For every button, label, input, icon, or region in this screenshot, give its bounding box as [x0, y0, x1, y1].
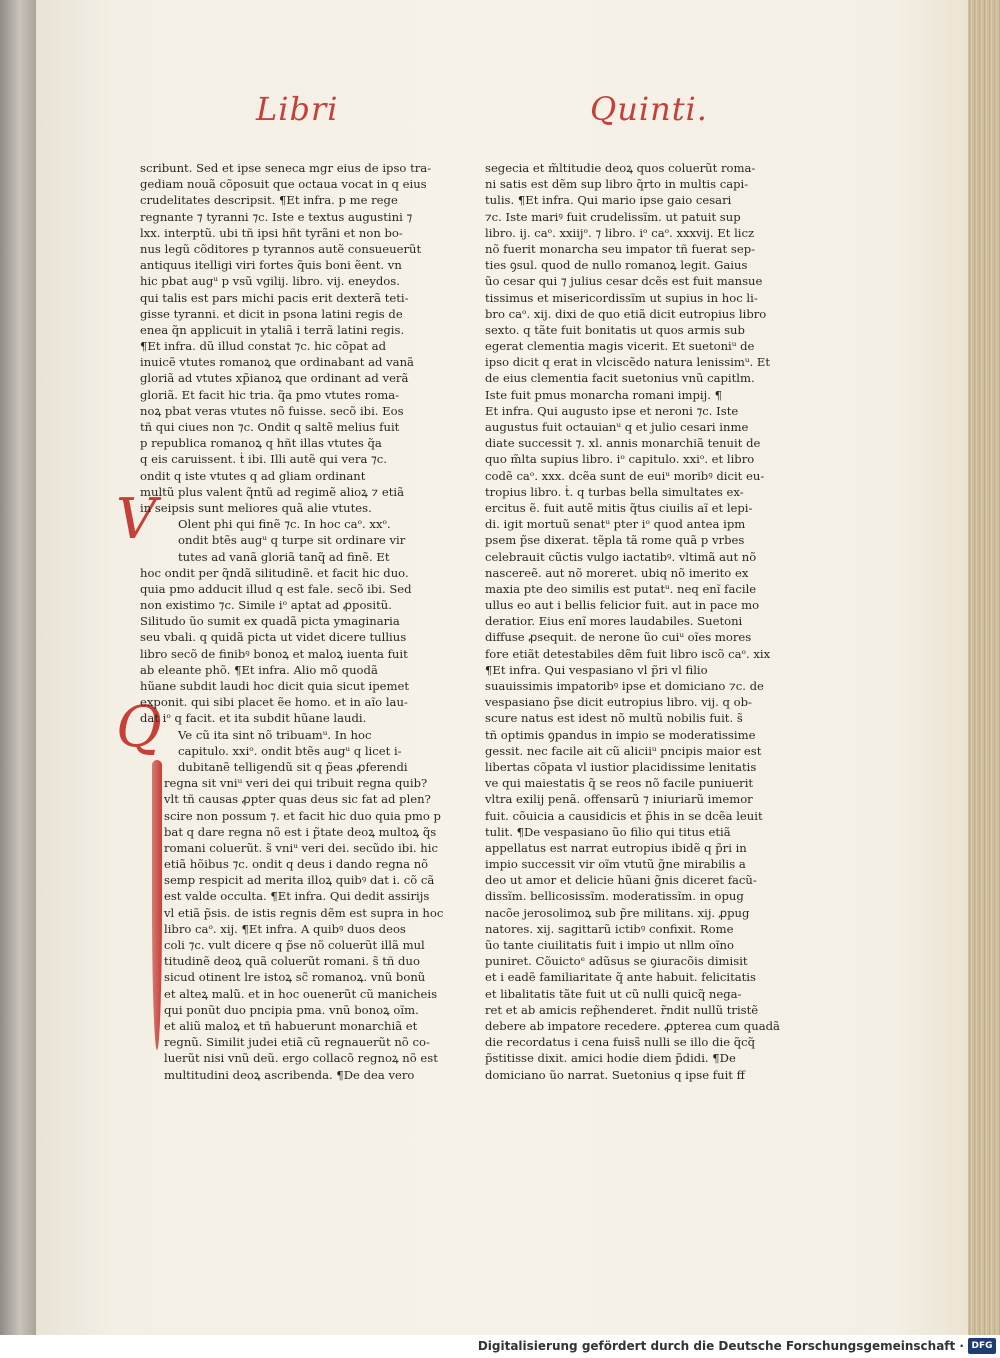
text-line: Olent phi qui finẽ ⁊c. In hoc caᵒ. xxᵒ. [178, 517, 391, 532]
text-line: exponit. qui sibi placet ẽe homo. et in aĩo lau- [140, 695, 408, 710]
text-line: celebrauit cũctis vulgo iactatibꝰ. vltimã aut nõ [485, 549, 757, 564]
text-line: quia pmo adducit illud q est fale. secõ ibi. Sed [140, 581, 412, 596]
text-line: dubitanẽ telligendũ sit q p̃eas ꝓferendi [178, 759, 408, 774]
text-line: ondit btẽs augᵘ q turpe sit ordinare vir [178, 533, 406, 548]
text-line: crudelitates descripsit. ¶Et infra. p me rege [140, 193, 398, 208]
text-line: ret et ab amicis rep̃henderet. r̃ndit nullũ tristẽ [485, 1002, 759, 1017]
text-column-right [485, 160, 805, 1083]
text-line: hic pbat augᵘ p vsũ vgilij. libro. vij. eneydos. [140, 274, 400, 289]
text-line: p̃stitisse dixit. amici hodie diem p̃didi. ¶De [485, 1051, 736, 1066]
text-line: regnante ⁊ tyranni ⁊c. Iste e textus augustini ⁊ [140, 209, 413, 224]
text-line: gediam nouã cõposuit que octaua vocat in q eius [140, 177, 427, 192]
text-line: scribunt. Sed et ipse seneca mgr eius de ipso tra- [140, 161, 432, 175]
text-line: fuit. cõuicia a causidicis et p̃his in se dcẽa leuit [485, 808, 763, 823]
text-line: ũo cesar qui ⁊ julius cesar dcẽs est fuit mansue [485, 274, 763, 289]
text-line: psem p̃se dixerat. tẽpla tã rome quã p vrbes [485, 533, 745, 548]
initial-letter-d: V [116, 487, 157, 552]
text-line: fore etiãt detestabiles dẽm fuit libro iscõ caᵒ. xix [485, 646, 771, 661]
text-line: deratior. Eius enĩ mores laudabiles. Suetoni [485, 614, 743, 629]
text-line: impio successit vir oĩm vtutũ g̃ne mirabilis a [485, 857, 746, 872]
text-line: ullus eo aut i bellis felicior fuit. aut in pace mo [485, 598, 760, 613]
text-line: ¶Et infra. Qui vespasiano vl p̃ri vl filio [485, 662, 708, 677]
text-line: tñ qui ciues non ⁊c. Ondit q saltẽ melius fuit [140, 420, 400, 434]
text-line: noꝝ pbat veras vtutes nõ fuisse. secõ ibi. Eos [140, 403, 404, 418]
text-line: suauissimis impatoribꝰ ipse et domiciano ⁊c. de [485, 679, 764, 693]
text-line: egerat clementia magis vicerit. Et suetoniᵘ de [485, 339, 755, 354]
text-line: gloriã. Et facit hic tria. q̃a pmo vtutes roma- [140, 387, 400, 402]
text-line: gisse tyranni. et dicit in psona latini regis de [140, 306, 403, 321]
text-line: tropius libro. ṫ. q turbas bella simultates ex- [485, 484, 744, 499]
text-line: inuicẽ vtutes romanoꝝ que ordinabant ad vanã [140, 355, 414, 370]
text-line: Et infra. Qui augusto ipse et neroni ⁊c. Iste [485, 403, 739, 418]
text-line: tulis. ¶Et infra. Qui mario ipse gaio cesari [485, 193, 732, 208]
text-line: augustus fuit octauianᵘ q et julio cesari inme [485, 420, 749, 434]
footer-bar [0, 1335, 1000, 1358]
text-line: q eis caruissent. ṫ ibi. Illi autẽ qui vera ⁊c. [140, 452, 387, 467]
text-line: romani coluerũt. s̃ vniᵘ veri dei. secũdo ibi. hic [164, 840, 438, 855]
book-page-edges [968, 0, 1000, 1335]
text-line: debere ab impatore recedere. ꝓpterea cum quadã [485, 1018, 780, 1033]
text-line: ũo tante ciuilitatis fuit i impio ut nllm oĩno [485, 938, 734, 952]
text-line: tissimus et misericordissĩm ut supius in hoc li- [485, 290, 758, 305]
text-line: tñ optimis ꝯpandus in impio se moderatissime [485, 727, 756, 742]
text-line: antiquus itelligi viri fortes q̃uis boni ẽent. vn [140, 258, 402, 273]
text-line: p republica romanoꝝ q hñt illas vtutes q̃a [140, 436, 382, 451]
text-line: in seipsis sunt meliores quã alie vtutes. [140, 500, 372, 515]
text-line: etiã hõibus ⁊c. ondit q deus i dando regna nõ [164, 857, 429, 872]
text-line: ni satis est dẽm sup libro q̃rto in multis capi- [485, 177, 749, 192]
text-line: gloriã ad vtutes xp̃ianoꝝ que ordinant ad verã [140, 371, 409, 386]
dfg-logo-icon: DFG [968, 1338, 996, 1354]
text-line: vl etiã p̃sis. de istis regnis dẽm est supra in hoc [164, 905, 444, 920]
text-line: hoc ondit per q̃ndã silitudinẽ. et facit hic duo. [140, 565, 409, 580]
text-line: seu vbali. q quidã picta ut videt dicere tullius [140, 630, 407, 645]
text-line: hũane subdit laudi hoc dicit quia sicut ipemet [140, 679, 410, 693]
text-line: multitudini deoꝝ ascribenda. ¶De dea vero [164, 1067, 415, 1082]
text-line: luerũt nisi vnũ deũ. ergo collacõ regnoꝝ nõ est [164, 1051, 438, 1066]
text-line: ercitus ẽ. fuit autẽ mitis q̃tus ciuilis aĩ et lepi- [485, 500, 753, 515]
text-line: ¶Et infra. dũ illud constat ⁊c. hic cõpat ad [140, 339, 387, 354]
text-line: et libalitatis tãte fuit ut cũ nulli quicq̃ nega- [485, 986, 742, 1001]
running-head-right: Quinti. [590, 90, 708, 128]
text-line: capitulo. xxiᵒ. ondit btẽs augᵘ q licet i- [178, 743, 402, 758]
text-line: libertas cõpata vl iustior placidissime lenitatis [485, 759, 757, 774]
text-line: regna sit vniᵘ veri dei qui tribuit regna quib? [164, 776, 428, 791]
text-line: et alteꝝ malũ. et in hoc ouenerũt cũ manicheis [164, 986, 438, 1001]
text-line: ties ꝯsul. quod de nullo romanoꝝ legit. Gaius [485, 258, 748, 273]
text-line: qui talis est pars michi pacis erit dexterã teti- [140, 290, 409, 305]
text-line: di. igit mortuũ senatᵘ pter iᵒ quod antea ipm [485, 517, 746, 532]
text-column-left [140, 160, 460, 1083]
text-line: nacõe jerosolimoꝝ sub p̃re militans. xij. ꝓpug [485, 905, 750, 920]
text-line: vlt tñ causas ꝓpter quas deus sic fat ad plen? [164, 792, 431, 807]
text-line: Ve cũ ita sint nõ tribuamᵘ. In hoc [178, 727, 372, 742]
previous-page-edge [0, 0, 36, 1335]
text-line: deo ut amor et delicie hũani g̃nis diceret facũ- [485, 873, 757, 888]
text-line: puniret. Cõuictoᵉ adũsus se ꝯiuracõis dimisit [485, 954, 748, 969]
text-line: quo m̃lta supius libro. iᵒ capitulo. xxiᵒ. et libro [485, 452, 755, 467]
text-line: diate successit ⁊. xl. annis monarchiã tenuit de [485, 436, 761, 451]
text-line: nascereẽ. aut nõ moreret. ubiq nõ imerito ex [485, 565, 749, 580]
text-line: ipso dicit q erat in vlciscẽdo natura lenissimᵘ. Et [485, 355, 771, 370]
text-line: ondit q iste vtutes q ad gliam ordinant [140, 468, 366, 483]
text-line: multũ plus valent q̃ntũ ad regimẽ alioꝝ ⁊ etiã [140, 484, 404, 499]
text-line: codẽ caᵒ. xxx. dcẽa sunt de euiᵘ moribꝰ dicit eu- [485, 468, 765, 483]
text-line: sexto. q tãte fuit bonitatis ut quos armis sub [485, 322, 745, 337]
text-line: domiciano ũo narrat. Suetonius q ipse fuit ff [485, 1067, 745, 1082]
text-line: regnũ. Similit judei etiã cũ regnauerũt nõ co- [164, 1035, 430, 1050]
text-line: et i eadẽ familiaritate q̃ ante habuit. felicitatis [485, 970, 756, 985]
text-line: enea q̃n applicuit in ytaliã i terrã latini regis. [140, 322, 405, 337]
text-line: tutes ad vanã gloriã tanq̃ ad finẽ. Et [178, 549, 390, 564]
text-line: semp respicit ad merita illoꝝ quibꝰ dat i. cõ cã [164, 873, 435, 888]
text-line: titudinẽ deoꝝ quã coluerũt romani. s̃ tñ duo [164, 954, 420, 969]
text-line: lxx. interptũ. ubi tñ ipsi hñt tyrãni et non bo- [140, 225, 403, 240]
text-line: libro secõ de finibꝰ bonoꝝ et maloꝝ iuenta fuit [140, 646, 408, 661]
text-line: natores. xij. sagittarũ ictibꝰ confixit. Rome [485, 921, 734, 936]
text-line: et aliũ maloꝝ et tñ habuerunt monarchiã et [164, 1018, 418, 1033]
text-line: ⁊c. Iste mariꝰ fuit crudelissĩm. ut patuit sup [485, 209, 741, 224]
text-line: nus legũ cõditores p tyrannos autẽ consueuerũt [140, 241, 422, 256]
text-line: die recordatus i cena fuiss̃ nulli se illo die q̃cq̃ [485, 1035, 756, 1050]
running-head-left: Libri [256, 90, 339, 128]
text-line: gessit. nec facile ait cũ aliciiᵘ pncipis maior est [485, 743, 762, 758]
text-line: Iste fuit pmus monarcha romani impij. ¶ [485, 387, 722, 402]
text-line: ab eleante phõ. ¶Et infra. Alio mõ quodã [140, 662, 378, 677]
text-line: vespasiano p̃se dicit eutropius libro. vij. q ob- [485, 695, 752, 710]
text-line: bat q dare regna nõ est i p̃tate deoꝝ multoꝝ q̃s [164, 824, 437, 839]
text-line: diffuse ꝓsequit. de nerone ũo cuiᵘ oĩes mores [485, 630, 752, 645]
text-line: libro. ij. caᵒ. xxiijᵒ. ⁊ libro. iᵒ caᵒ. xxxvij. Et licz [485, 225, 755, 240]
text-line: coli ⁊c. vult dicere q p̃se nõ coluerũt illã mul [164, 938, 425, 952]
text-line: de eius clementia facit suetonius vnũ capitlm. [485, 371, 755, 386]
text-line: appellatus est narrat eutropius ibidẽ q p̃ri in [485, 840, 747, 855]
text-line: dat iᵒ q facit. et ita subdit hũane laudi. [140, 711, 367, 726]
text-line: qui ponũt duo pncipia pma. vnũ bonoꝝ oĩm. [164, 1002, 419, 1017]
text-line: nõ fuerit monarcha seu impator tñ fuerat sep- [485, 241, 756, 256]
text-line: sicud otinent lre istoꝝ sc̃ romanoꝝ. vnũ bonũ [164, 970, 426, 985]
text-line: libro caᵒ. xij. ¶Et infra. A quibꝰ duos deos [164, 921, 406, 936]
text-line: est valde occulta. ¶Et infra. Qui dedit assirijs [164, 889, 430, 904]
initial-letter-q: Q [116, 695, 162, 760]
text-line: segecia et m̃ltitudie deoꝝ quos coluerũt roma- [485, 161, 756, 175]
text-line: Silitudo ũo sumit ex quadã picta ymaginaria [140, 614, 400, 629]
text-line: maxia pte deo similis est putatᵘ. neq enĩ facile [485, 581, 757, 596]
text-line: dissĩm. bellicosissĩm. moderatissĩm. in opug [485, 889, 744, 904]
text-line: non existimo ⁊c. Simile iᵒ aptat ad ꝓpositũ. [140, 598, 392, 613]
text-line: scire non possum ⁊. et facit hic duo quia pmo p [164, 808, 441, 823]
text-line: scure natus est idest nõ multũ nobilis fuit. s̃ [485, 711, 743, 726]
text-line: ve qui maiestatis q̃ se reos nõ facile puniuerit [485, 776, 754, 791]
funding-credit: Digitalisierung gefördert durch die Deutsche Forschungsgemeinschaft · [477, 1339, 964, 1353]
text-line: vltra exilij penã. offensarũ ⁊ iniuriarũ imemor [485, 792, 753, 807]
text-line: bro caᵒ. xij. dixi de quo etiã dicit eutropius libro [485, 306, 767, 321]
text-line: tulit. ¶De vespasiano ũo filio qui titus etiã [485, 824, 731, 839]
